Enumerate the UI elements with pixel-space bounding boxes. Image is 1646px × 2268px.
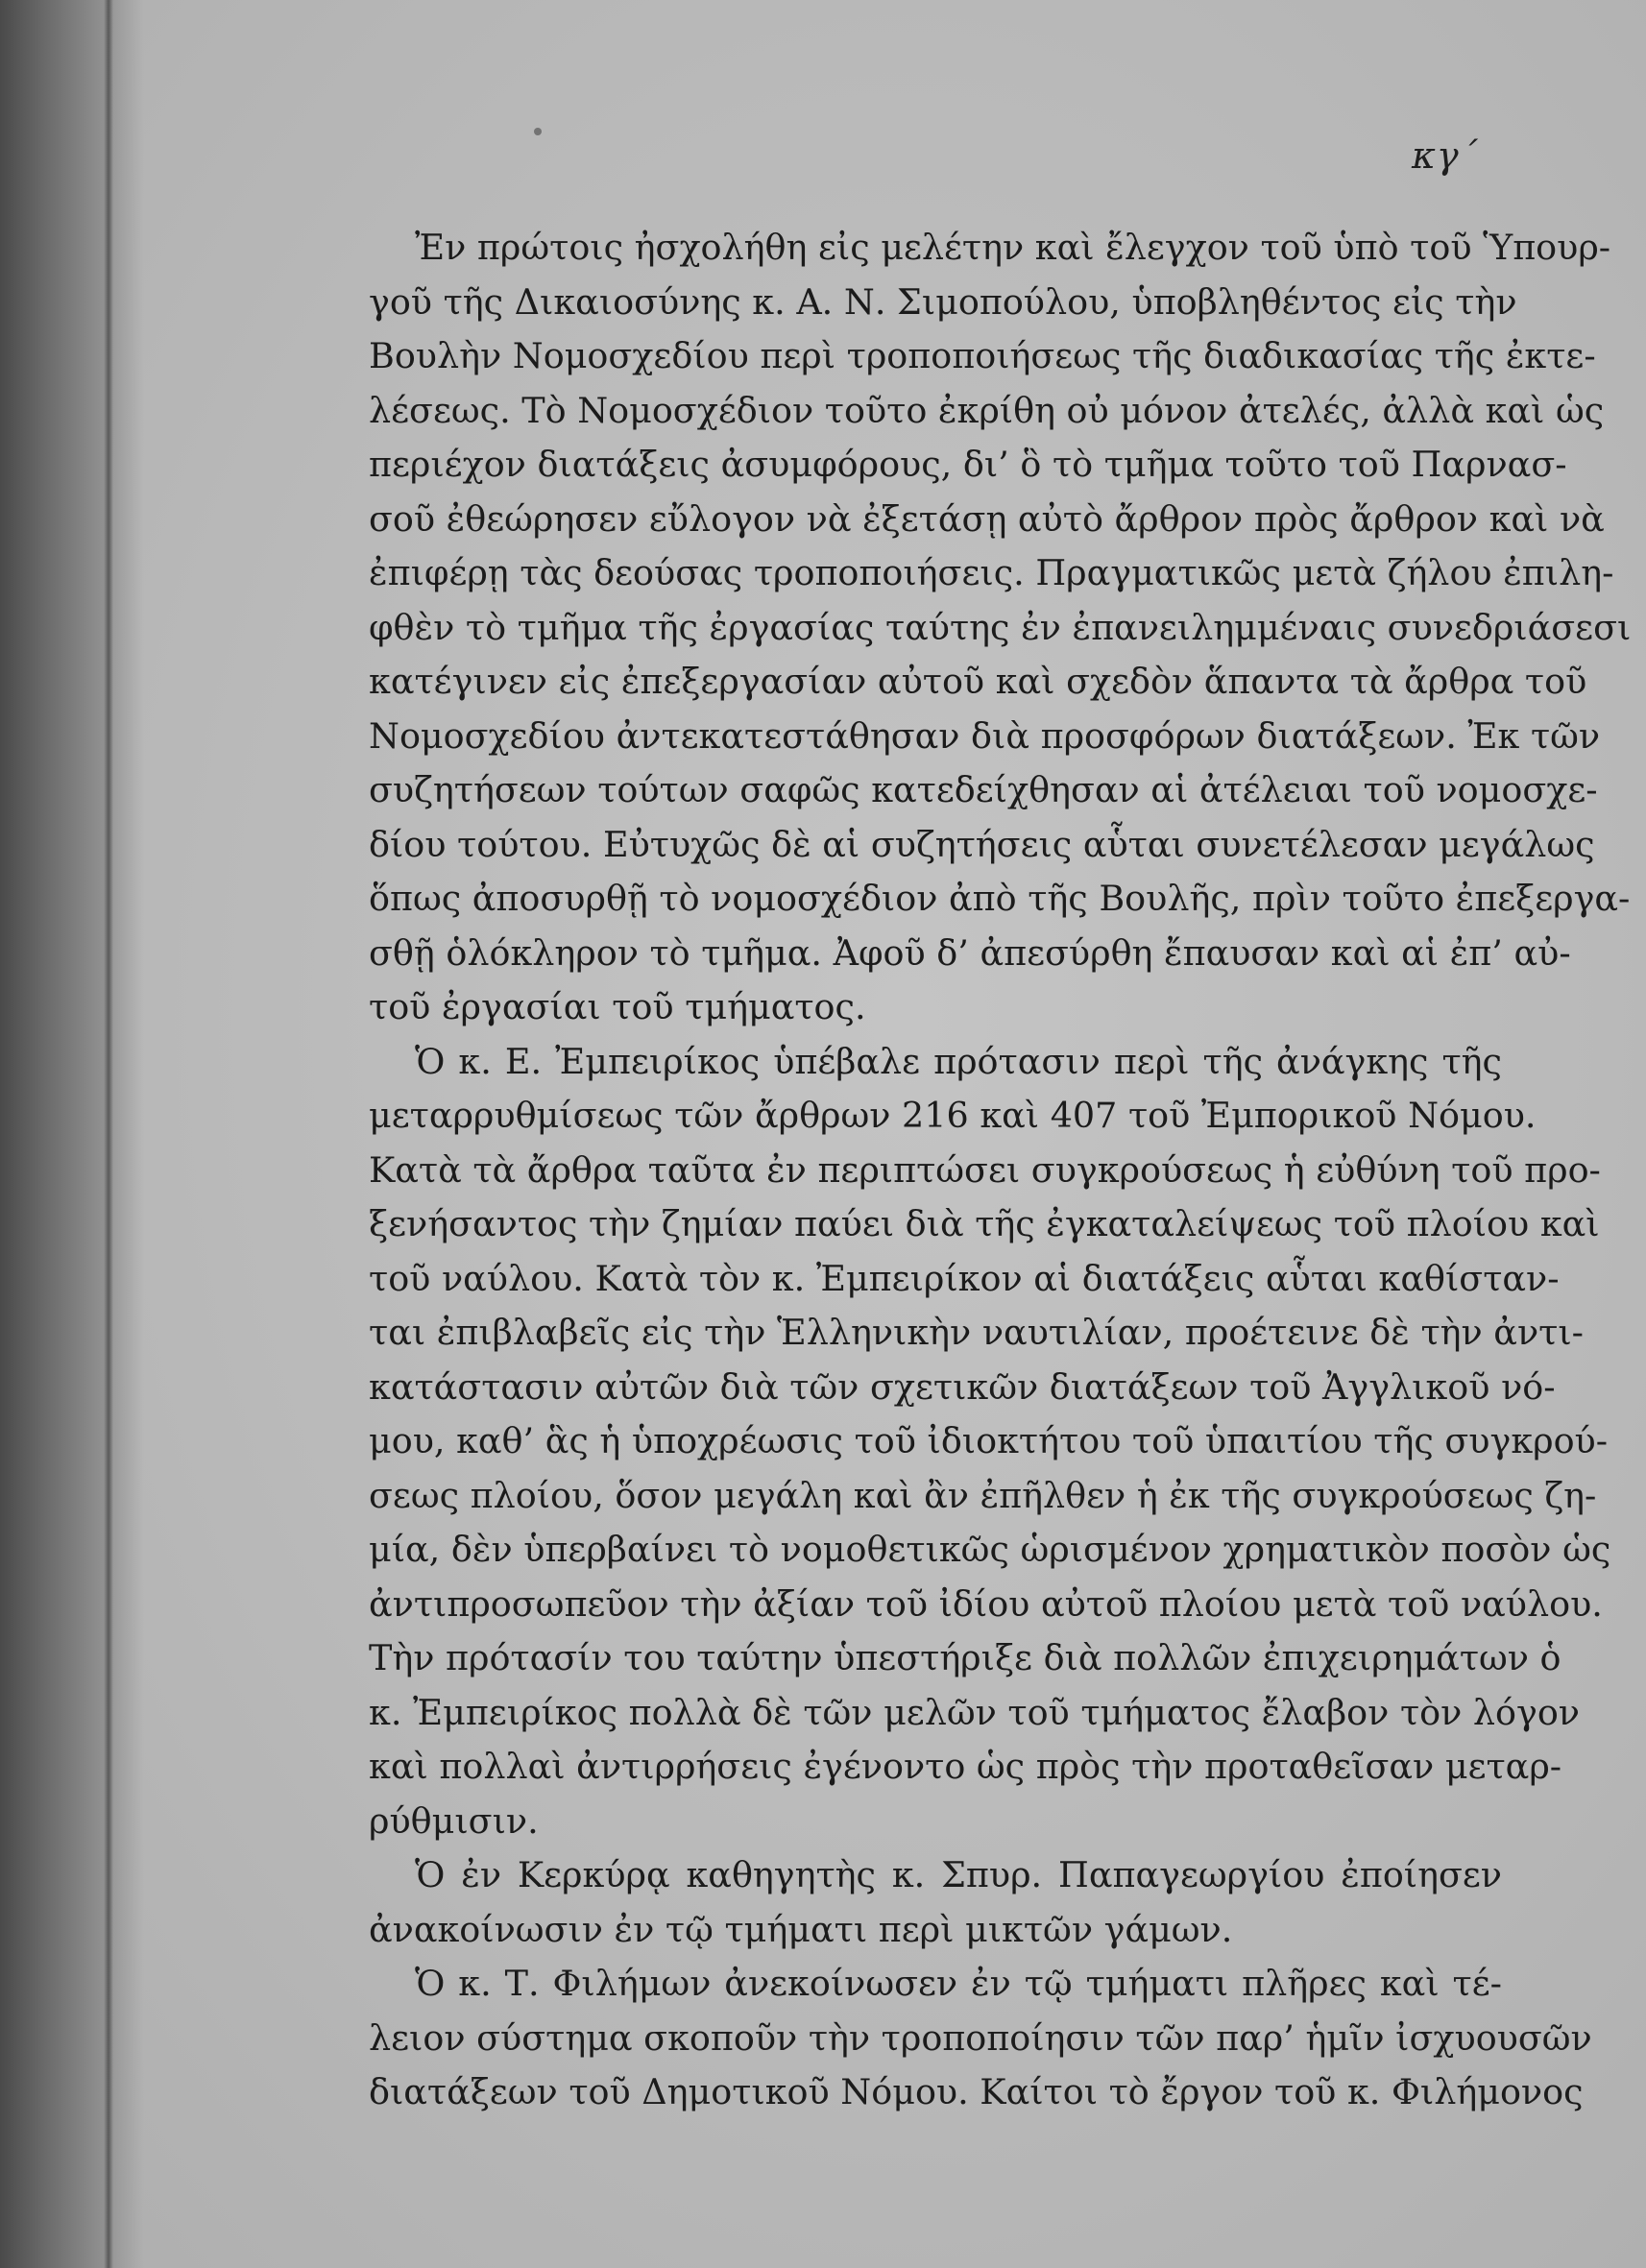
body-text xyxy=(369,221,1632,2120)
text-line: σθῇ ὁλόκληρον τὸ τμῆμα. Ἀφοῦ δ’ ἀπεσύρθη ἔπαυσαν καὶ αἱ ἐπ’ αὐ- xyxy=(369,931,1571,974)
text-line: ὅπως ἀποσυρθῇ τὸ νομοσχέδιον ἀπὸ τῆς Βουλῆς, πρὶν τοῦτο ἐπεξεργα- xyxy=(369,878,1631,919)
page-number: κγ΄ xyxy=(1412,134,1479,177)
text-line: μου, καθ’ ἃς ἡ ὑποχρέωσις τοῦ ἰδιοκτήτου τοῦ ὑπαιτίου τῆς συγκρού- xyxy=(369,1420,1609,1461)
text-line: ται ἐπιβλαβεῖς εἰς τὴν Ἑλληνικὴν ναυτιλίαν, προέτεινε δὲ τὴν ἀντι- xyxy=(369,1312,1584,1353)
text-line: τοῦ ναύλου. Κατὰ τὸν κ. Ἐμπειρίκον αἱ διατάξεις αὗται καθίσταν- xyxy=(369,1257,1560,1299)
book-gutter-line xyxy=(104,0,113,2268)
text-line: λειον σύστημα σκοποῦν τὴν τροποποίησιν τῶν παρ’ ἡμῖν ἰσχυουσῶν xyxy=(369,2016,1592,2059)
text-line: Βουλὴν Νομοσχεδίου περὶ τροποποιήσεως τῆς διαδικασίας τῆς ἐκτε- xyxy=(369,335,1596,376)
text-line: Κατὰ τὰ ἄρθρα ταῦτα ἐν περιπτώσει συγκρούσεως ἡ εὐθύνη τοῦ προ- xyxy=(369,1148,1601,1191)
text-line: Ὁ κ. Ε. Ἐμπειρίκος ὑπέβαλε πρότασιν περὶ τῆς ἀνάγκης τῆς xyxy=(415,1040,1502,1082)
text-line: σοῦ ἐθεώρησεν εὔλογον νὰ ἐξετάσῃ αὐτὸ ἄρθρον πρὸς ἄρθρον καὶ νὰ xyxy=(369,497,1605,540)
text-line: λέσεως. Τὸ Νομοσχέδιον τοῦτο ἐκρίθη οὐ μόνον ἀτελές, ἀλλὰ καὶ ὡς xyxy=(369,389,1605,431)
text-line: μεταρρυθμίσεως τῶν ἄρθρων 216 καὶ 407 τοῦ Ἐμπορικοῦ Νόμου. xyxy=(369,1095,1537,1136)
text-line: σεως πλοίου, ὅσον μεγάλη καὶ ἂν ἐπῆλθεν ἡ ἐκ τῆς συγκρούσεως ζη- xyxy=(369,1474,1597,1516)
text-line: συζητήσεων τούτων σαφῶς κατεδείχθησαν αἱ ἀτέλειαι τοῦ νομοσχε- xyxy=(369,769,1598,810)
text-line: δίου τούτου. Εὐτυχῶς δὲ αἱ συζητήσεις αὗται συνετέλεσαν μεγάλως xyxy=(369,823,1595,865)
text-line: περιέχον διατάξεις ἀσυμφόρους, δι’ ὃ τὸ τμῆμα τοῦτο τοῦ Παρνασ- xyxy=(369,444,1567,485)
text-line: Ἐν πρώτοις ἠσχολήθη εἰς μελέτην καὶ ἔλεγχον τοῦ ὑπὸ τοῦ Ὑπουρ- xyxy=(415,227,1611,268)
text-line: κατάστασιν αὐτῶν διὰ τῶν σχετικῶν διατάξεων τοῦ Ἀγγλικοῦ νό- xyxy=(369,1365,1556,1408)
text-line: κατέγινεν εἰς ἐπεξεργασίαν αὐτοῦ καὶ σχεδὸν ἅπαντα τὰ ἄρθρα τοῦ xyxy=(369,661,1587,702)
book-spine-shadow xyxy=(0,0,144,2268)
text-line: Ὁ κ. Τ. Φιλήμων ἀνεκοίνωσεν ἐν τῷ τμήματι πλῆρες καὶ τέ- xyxy=(415,1963,1502,2004)
text-line: κ. Ἐμπειρίκος πολλὰ δὲ τῶν μελῶν τοῦ τμήματος ἔλαβον τὸν λόγον xyxy=(369,1691,1580,1733)
text-line: διατάξεων τοῦ Δημοτικοῦ Νόμου. Καίτοι τὸ ἔργον τοῦ κ. Φιλήμονος xyxy=(369,2071,1584,2112)
text-line: γοῦ τῆς Δικαιοσύνης κ. Α. Ν. Σιμοπούλου, ὑποβληθέντος εἰς τὴν xyxy=(369,280,1517,323)
text-line: ρύθμισιν. xyxy=(369,1799,539,1842)
text-line: τοῦ ἐργασίαι τοῦ τμήματος. xyxy=(369,986,866,1027)
text-line: Νομοσχεδίου ἀντεκατεστάθησαν διὰ προσφόρων διατάξεων. Ἐκ τῶν xyxy=(369,714,1601,757)
text-line: καὶ πολλαὶ ἀντιρρήσεις ἐγένοντο ὡς πρὸς τὴν προταθεῖσαν μεταρ- xyxy=(369,1746,1562,1787)
text-line: ἀνακοίνωσιν ἐν τῷ τμήματι περὶ μικτῶν γάμων. xyxy=(369,1908,1233,1950)
text-line: φθὲν τὸ τμῆμα τῆς ἐργασίας ταύτης ἐν ἐπανειλημμέναις συνεδριάσεσι xyxy=(369,606,1632,648)
text-line: Τὴν πρότασίν του ταύτην ὑπεστήριξε διὰ πολλῶν ἐπιχειρημάτων ὁ xyxy=(369,1637,1561,1678)
dust-speck xyxy=(534,128,542,135)
text-line: ἐπιφέρῃ τὰς δεούσας τροποποιήσεις. Πραγματικῶς μετὰ ζήλου ἐπιλη- xyxy=(369,552,1614,593)
text-line: ξενήσαντος τὴν ζημίαν παύει διὰ τῆς ἐγκαταλείψεως τοῦ πλοίου καὶ xyxy=(369,1203,1600,1244)
text-line: ἀντιπροσωπεῦον τὴν ἀξίαν τοῦ ἰδίου αὐτοῦ πλοίου μετὰ τοῦ ναύλου. xyxy=(369,1582,1603,1625)
text-line: μία, δὲν ὑπερβαίνει τὸ νομοθετικῶς ὡρισμένον χρηματικὸν ποσὸν ὡς xyxy=(369,1529,1611,1570)
text-line: Ὁ ἐν Κερκύρᾳ καθηγητὴς κ. Σπυρ. Παπαγεωργίου ἐποίησεν xyxy=(415,1854,1502,1895)
